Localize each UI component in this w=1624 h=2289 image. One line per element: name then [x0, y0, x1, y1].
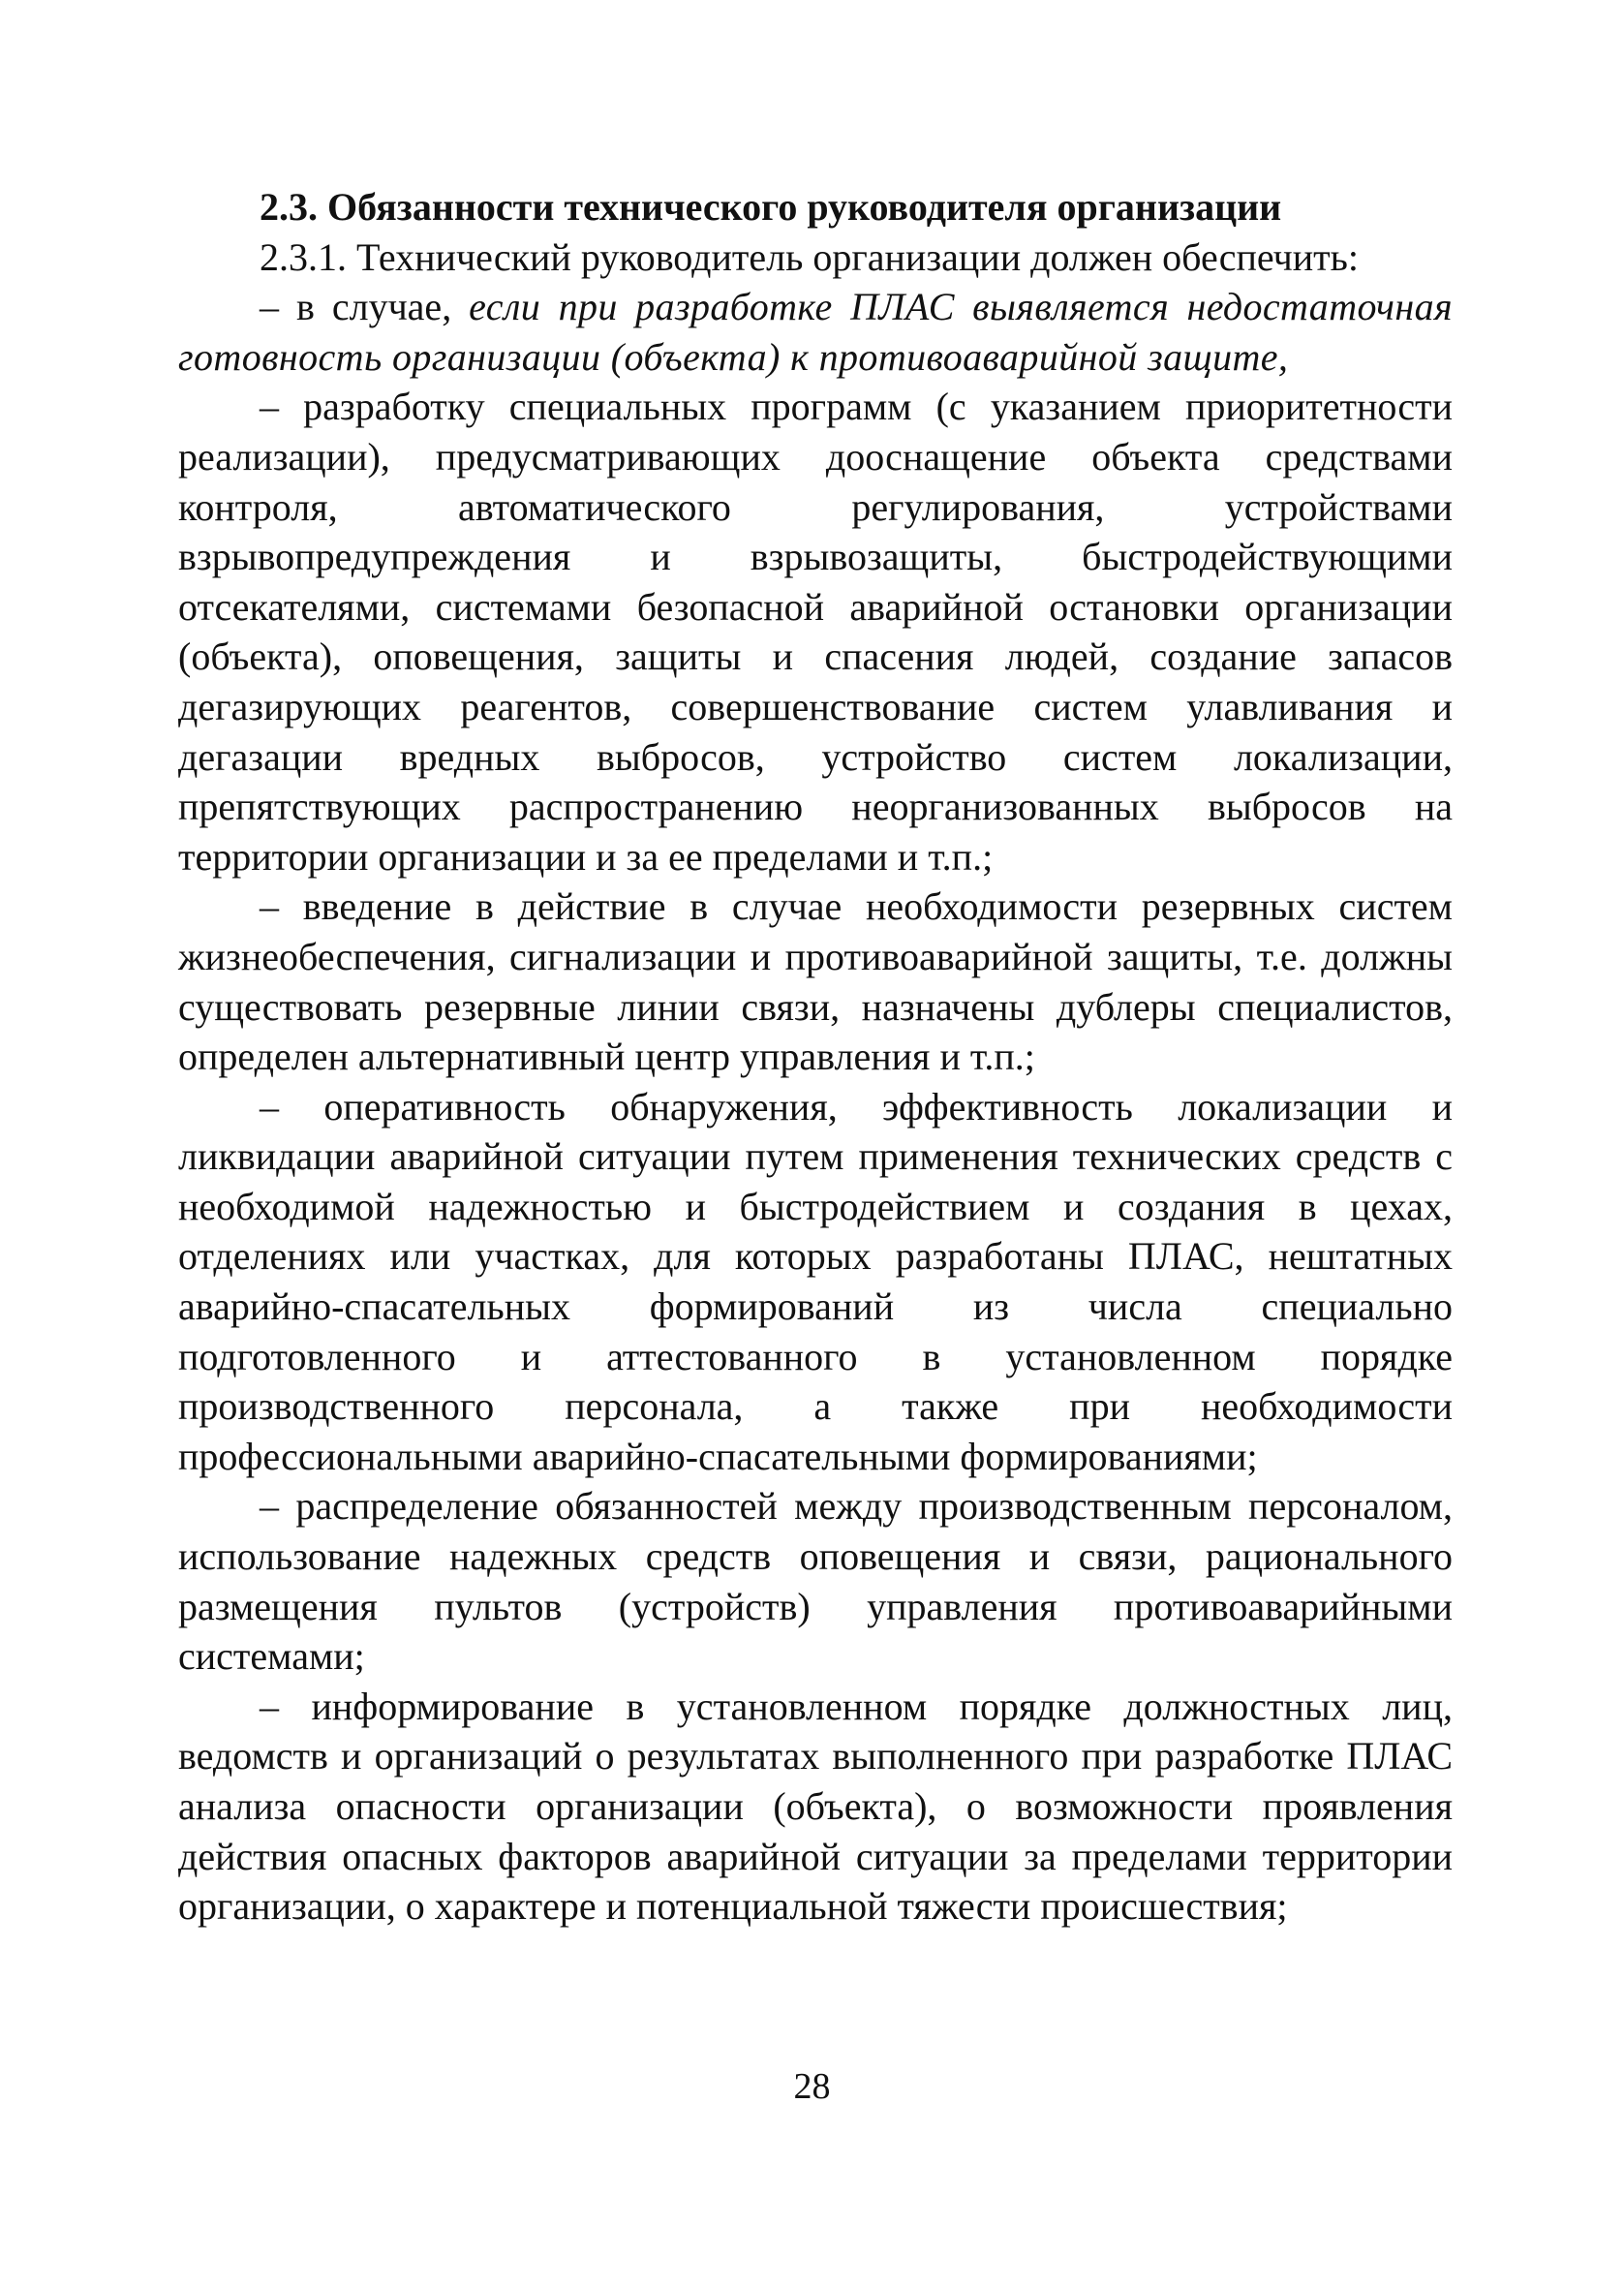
- intro-paragraph: 2.3.1. Технический руководитель организации должен обеспечить:: [260, 234, 1359, 279]
- text-block: [178, 182, 1453, 1932]
- page-number: 28: [793, 2066, 831, 2107]
- item-paragraph-3: – оперативность обнаружения, эффективность локализации и ликвидации аварийной ситуации путем применения технических средств с необходимой надежностью и быстродействием и создания в цехах, отделениях или участках, для которых разработаны ПЛАС, нештатных аварийно-спасательных формирований из числа специально подготовленного и аттестованного в установленном порядке производственного персонала, а также при необходимости профессиональными аварийно-спасательными формированиями;: [178, 1084, 1453, 1478]
- item-paragraph-5: – информирование в установленном порядке должностных лиц, ведомств и организаций о результатах выполненного при разработке ПЛАС анализа опасности организации (объекта), о возможности проявления действия опасных факторов аварийной ситуации за пределами территории организации, о характере и потенциальной тяжести происшествия;: [178, 1684, 1453, 1929]
- item-paragraph-1: – разработку специальных программ (с указанием приоритетности реализации), предусматривающих дооснащение объекта средствами контроля, автоматического регулирования, устройствами взрывопредупреждения и взрывозащиты, быстродействующими отсекателями, системами безопасной аварийной остановки организации (объекта), оповещения, защиты и спасения людей, создание запасов дегазирующих реагентов, совершенствование систем улавливания и дегазации вредных выбросов, устройство систем локализации, препятствующих распространению неорганизованных выбросов на территории организации и за ее пределами и т.п.;: [178, 385, 1453, 879]
- section-heading: 2.3. Обязанности технического руководителя организации: [260, 185, 1282, 229]
- case-italic-text: если при разработке ПЛАС выявляется недостаточная готовность организации (объекта) к противоаварийной защите,: [178, 285, 1453, 379]
- item-paragraph-2: – введение в действие в случае необходимости резервных систем жизнеобеспечения, сигнализации и противоаварийной защиты, т.е. должны существовать резервные линии связи, назначены дублеры специалистов, определен альтернативный центр управления и т.п.;: [178, 884, 1453, 1079]
- case-prefix: – в случае,: [260, 285, 470, 329]
- case-paragraph: [178, 282, 1453, 382]
- item-paragraph-4: – распределение обязанностей между производственным персоналом, использование надежных средств оповещения и связи, рационального размещения пультов (устройств) управления противоаварийными системами;: [178, 1484, 1453, 1679]
